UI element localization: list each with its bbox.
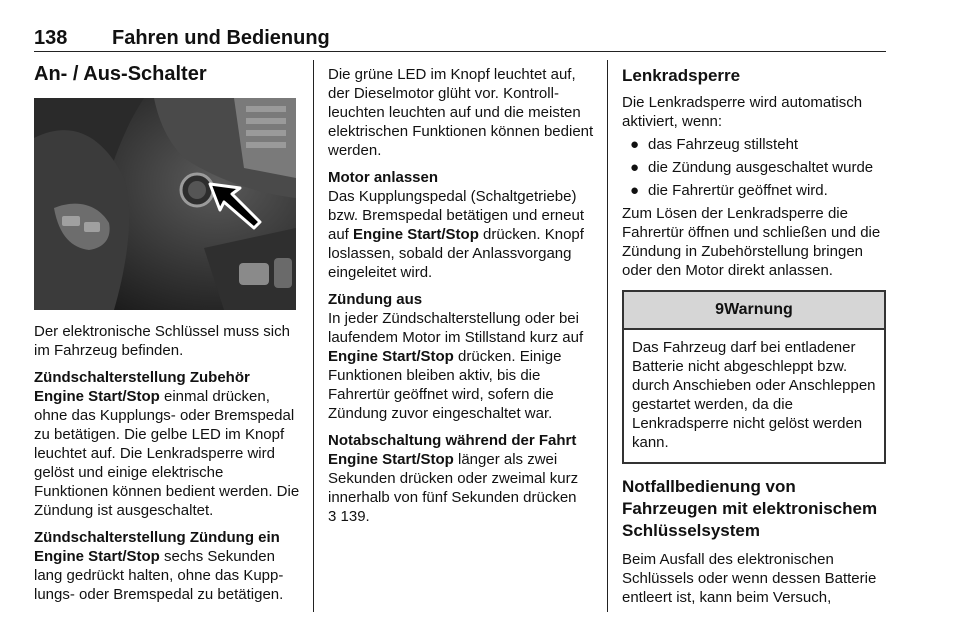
list-item: ● das Fahrzeug stillsteht [630,136,799,153]
engine-start-stop-label: Engine Start/Stop [34,388,160,405]
intro-text: Die grüne LED im Knopf leuchtet auf, der Dieselmotor glüht vor. Kontrollleuchten leuchten auf und die meisten elektrischen Funktionen können bedient werden. [328,66,594,159]
body-text: einmal drücken, ohne das Kupplungs- oder Bremspedal zu betätigen. Die gelbe LED im Knopf leuchtet auf. Die Lenkradsperre wird gelöst und einige elektrische Funktionen können bedient werden. Die Zündung ist ausgeschaltet. [34,388,300,519]
column-3 [622,65,888,607]
heading-notabschaltung: Notabschaltung während der Fahrt [328,432,577,449]
body-text-loesen: Zum Lösen der Lenkradsperre die Fahrertür öffnen und schließen und die Zündung in Zubehörstellung bringen oder den Motor direkt anlassen. [622,205,881,279]
paragraph-zuendung-ein [34,528,300,604]
body-text-notfall: Beim Ausfall des elektronischen Schlüssels oder wenn dessen Batterie entleert ist, kann beim Versuch, [622,551,877,606]
body-text: sechs Sekunden lang gedrückt halten, ohne das Kupplungs- oder Bremspedal zu betätigen. [34,548,284,603]
intro-text: Der elektronische Schlüssel muss sich im Fahrzeug befinden. [34,323,290,359]
heading-zubehoer: Zündschalterstellung Zubehör [34,369,250,386]
heading-lenkradsperre: Lenkradsperre [622,66,741,85]
list-item: ● die Fahrertür geöffnet wird. [630,182,828,199]
paragraph-zubehoer [34,368,300,520]
body-text: Das Kupplungspedal (Schaltgetriebe) bzw. Bremspedal betätigen und erneut auf [328,188,585,243]
column-divider-1 [313,60,314,612]
paragraph-zuendung-aus [328,290,596,423]
heading-motor-anlassen: Motor anlassen [328,169,439,186]
engine-start-stop-label: Engine Start/Stop [34,548,160,565]
page-reference-icon: 3 [328,508,337,525]
engine-start-stop-label: Engine Start/Stop [353,226,479,243]
heading-notfallbedienung: Notfallbedienung von Fahrzeugen mit elektronischem Schlüsselsystem [622,477,878,540]
column-1 [34,62,300,604]
heading-zuendung-aus: Zündung aus [328,291,423,308]
bullet-icon: ● [630,182,640,199]
page-header [34,26,886,50]
paragraph-motor-anlassen [328,168,596,282]
steering-wheel-start-button-photo [34,98,296,310]
page-reference-link[interactable]: 139. [336,508,370,525]
section-title-an-aus-schalter: An- / Aus-Schalter [34,63,207,85]
body-text: In jeder Zündschalterstellung oder bei laufendem Motor im Stillstand kurz auf [328,310,584,346]
steering-wheel-start-button-icon [34,98,296,310]
page-title: Fahren und Bedienung [112,27,330,49]
column-2 [328,65,596,526]
list-item: ● die Zündung ausgeschaltet wurde [630,159,874,176]
engine-start-stop-label: Engine Start/Stop [328,348,454,365]
warning-box [622,290,886,464]
body-text: drücken. Einige Funktionen bleiben aktiv, bis die Fahrertür geöffnet wird, sofern die Zündung zuvor eingeschaltet war. [328,348,562,422]
bullet-icon: ● [630,136,640,153]
warning-title: Warnung [724,301,793,318]
column-divider-2 [607,60,608,612]
intro-text: Die Lenkradsperre wird automatisch aktiviert, wenn: [622,94,863,130]
engine-start-stop-label: Engine Start/Stop [328,451,454,468]
warning-header [624,292,884,330]
condition-list [622,135,888,200]
body-text: länger als zwei Sekunden drücken oder zweimal kurz innerhalb von fünf Sekunden drücken [328,451,579,506]
page-number: 138 [34,27,68,49]
warning-text: Das Fahrzeug darf bei entladener Batterie nicht abgeschleppt bzw. durch Anschieben oder Anschleppen gestartet werden, da die Lenkradsperre nicht gelöst werden kann. [632,339,876,451]
heading-zuendung-ein: Zündschalterstellung Zündung ein [34,529,280,546]
bullet-icon: ● [630,159,640,176]
paragraph-notabschaltung [328,431,596,526]
warning-triangle-icon: 9 [715,301,725,318]
body-text: drücken. Knopf loslassen, sobald der Anlassvorgang eingeleitet wird. [328,226,584,281]
header-divider [34,51,886,52]
